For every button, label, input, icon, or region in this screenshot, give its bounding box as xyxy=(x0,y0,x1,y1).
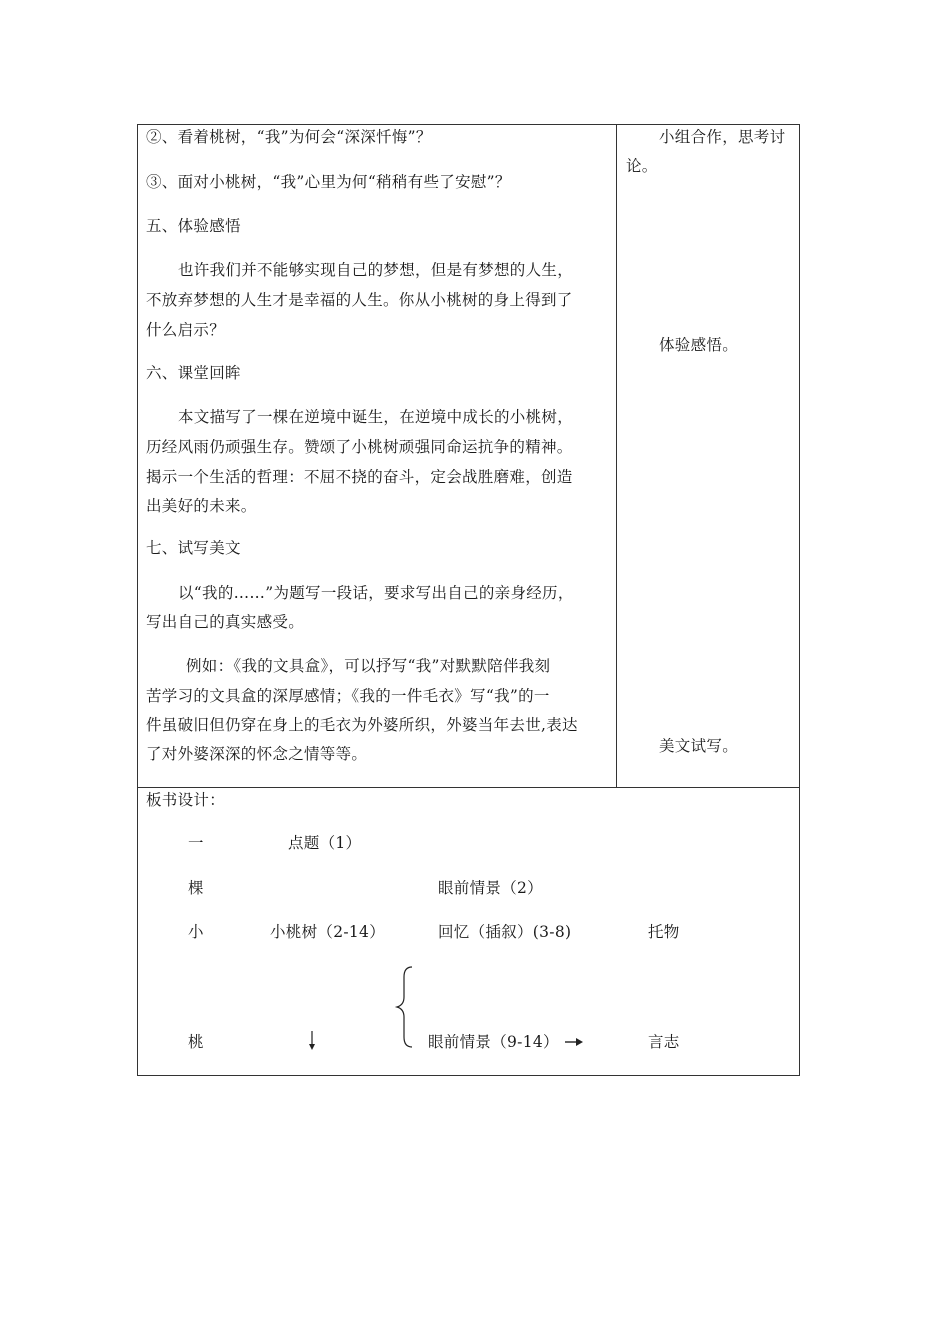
board-title-char-3: 小 xyxy=(188,923,204,941)
question-3: ③、面对小桃树，“我”心里为何“稍稍有些了安慰”？ xyxy=(146,173,511,191)
board-title-char-4: 桃 xyxy=(188,1033,204,1051)
section-7-heading: 七、试写美文 xyxy=(146,539,241,557)
activity-1-line-2: 论。 xyxy=(626,157,658,175)
activity-2: 体验感悟。 xyxy=(659,336,739,354)
question-2: ②、看着桃树，“我”为何会“深深忏悔”？ xyxy=(146,128,432,146)
lesson-table xyxy=(137,124,800,1076)
section-5-line-3: 什么启示？ xyxy=(146,321,226,339)
board-yan-qian-2: 眼前情景（9-14） xyxy=(428,1033,559,1051)
right-arrow-icon xyxy=(564,1036,584,1048)
section-7-para2-line-3: 件虽破旧但仍穿在身上的毛衣为外婆所织，外婆当年去世,表达 xyxy=(146,716,578,734)
board-yan-qian-1: 眼前情景（2） xyxy=(438,879,543,897)
board-hui-yi: 回忆（插叙）(3-8) xyxy=(438,923,572,941)
section-5-line-1: 也许我们并不能够实现自己的梦想，但是有梦想的人生， xyxy=(178,261,574,279)
board-heading: 板书设计： xyxy=(146,791,226,809)
section-5-line-2: 不放弃梦想的人生才是幸福的人生。你从小桃树的身上得到了 xyxy=(146,291,573,309)
board-yan-zhi: 言志 xyxy=(648,1033,680,1051)
section-6-heading: 六、课堂回眸 xyxy=(146,364,241,382)
activity-1-line-1: 小组合作，思考讨 xyxy=(659,128,786,146)
board-tuo-wu: 托物 xyxy=(648,923,680,941)
board-title-char-2: 棵 xyxy=(188,879,204,897)
section-6-line-4: 出美好的未来。 xyxy=(146,497,257,515)
board-title-char-1: 一 xyxy=(188,834,204,852)
section-7-para1-line-2: 写出自己的真实感受。 xyxy=(146,613,305,631)
section-7-para2-line-4: 了对外婆深深的怀念之情等等。 xyxy=(146,745,368,763)
section-6-line-3: 揭示一个生活的哲理：不屈不挠的奋斗，定会战胜磨难，创造 xyxy=(146,468,573,486)
column-divider xyxy=(616,125,617,787)
section-7-para2-line-2: 苦学习的文具盒的深厚感情；《我的一件毛衣》写“我”的一 xyxy=(146,687,550,705)
board-dian-ti: 点题（1） xyxy=(288,834,362,852)
section-7-para2-line-1: 例如：《我的文具盒》，可以抒写“我”对默默陪伴我刻 xyxy=(186,657,551,675)
row-divider xyxy=(138,787,799,788)
brace-icon xyxy=(394,965,418,1049)
section-6-line-2: 历经风雨仍顽强生存。赞颂了小桃树顽强同命运抗争的精神。 xyxy=(146,438,573,456)
section-5-heading: 五、体验感悟 xyxy=(146,217,241,235)
section-7-para1-line-1: 以“我的……”为题写一段话，要求写出自己的亲身经历， xyxy=(178,584,574,602)
board-xiao-tao-shu: 小桃树（2-14） xyxy=(270,923,386,941)
section-6-line-1: 本文描写了一棵在逆境中诞生，在逆境中成长的小桃树， xyxy=(178,408,574,426)
down-arrow-icon xyxy=(306,1027,318,1053)
activity-3: 美文试写。 xyxy=(659,737,739,755)
